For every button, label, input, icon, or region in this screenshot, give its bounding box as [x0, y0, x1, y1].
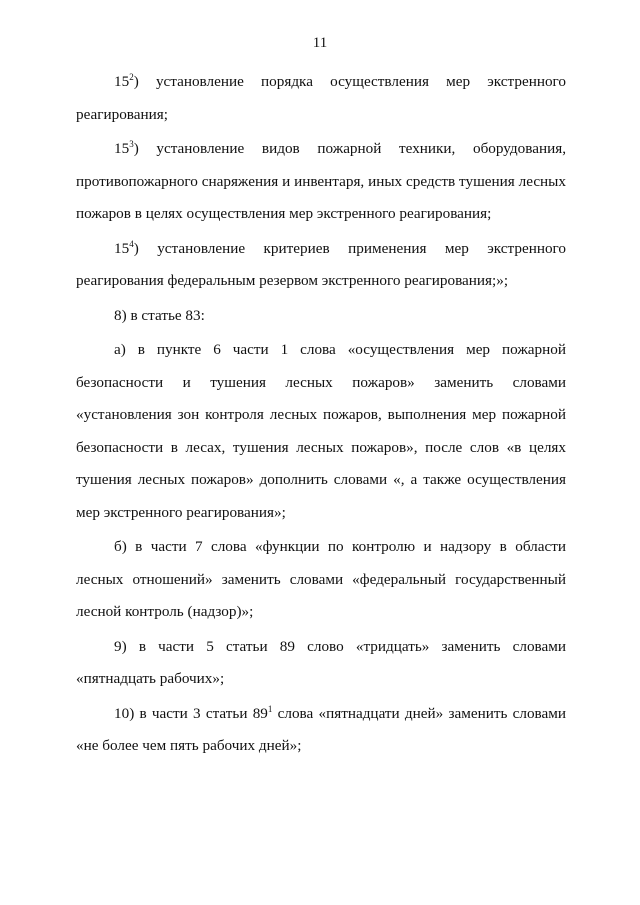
paragraph-item-10: 10) в части 3 статьи $89^1$ слова «пятнадцати дней» заменить словами «не более чем пять рабочих дней»;	[76, 703, 566, 754]
paragraph-subitem-a: а) в пункте 6 части 1 слова «осуществления мер пожарной безопасности и тушения лесных пожаров» заменить словами «установления зон контроля лесных пожаров, выполнения мер пожарной безопасности в лесах, тушения лесных пожаров», после слов «в целях тушения лесных пожаров» дополнить словами «, а также осуществления мер экстренного реагирования»;	[76, 341, 566, 521]
paragraph-item-9: 9) в части 5 статьи 89 слово «тридцать» заменить словами «пятнадцать рабочих»;	[76, 637, 566, 687]
paragraph-15-2: $15^2$) установление порядка осуществления мер экстренного реагирования;	[76, 71, 566, 123]
paragraph-subitem-b: б) в части 7 слова «функции по контролю и надзору в области лесных отношений» заменить словами «федеральный государственный лесной контроль (надзор)»;	[76, 538, 566, 620]
document-body	[76, 66, 566, 763]
paragraph-15-4: $15^4$) установление критериев применения мер экстренного реагирования федеральным резервом экстренного реагирования;»;	[76, 238, 566, 289]
paragraph-15-3: $15^3$) установление видов пожарной техники, оборудования, противопожарного снаряжения и инвентаря, иных средств тушения лесных пожаров в целях осуществления мер экстренного реагирования;	[76, 138, 566, 222]
paragraph-item-8: 8) в статье 83:	[114, 306, 205, 324]
page-number: 11	[312, 35, 328, 51]
